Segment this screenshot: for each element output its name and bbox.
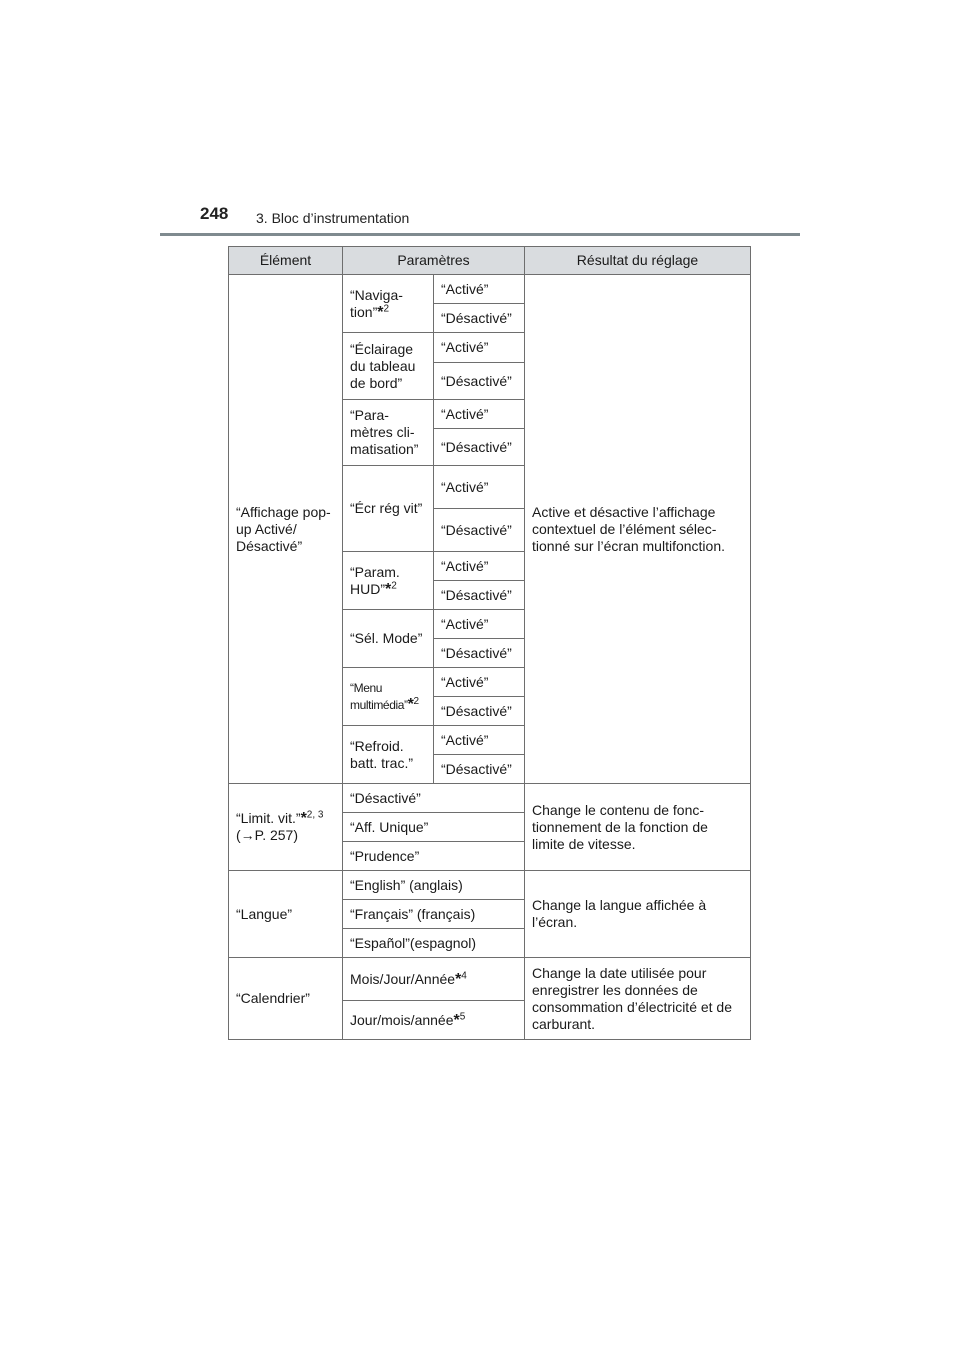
group-label-climate: “Para-mètres cli-matisation”: [343, 400, 434, 466]
option-on: “Activé”: [434, 552, 525, 581]
group-label-hud: “Param. HUD”*$^2$: [343, 552, 434, 610]
option-on: “Activé”: [434, 400, 525, 429]
option-off: “Désactivé”: [434, 363, 525, 400]
option-on: “Activé”: [434, 333, 525, 363]
page-number: 248: [200, 204, 229, 223]
option-on: “Activé”: [434, 275, 525, 304]
option-on: “Activé”: [434, 610, 525, 639]
option-on: “Activé”: [434, 466, 525, 509]
popup-element-cell: “Affichage pop-up Activé/ Désactivé”: [229, 275, 343, 784]
option-on: “Activé”: [434, 726, 525, 755]
group-label-speed-screen: “Écr rég vit”: [343, 466, 434, 552]
option-off: “Désactivé”: [434, 429, 525, 466]
table-row: [229, 958, 751, 1001]
column-header-parameters: Paramètres: [343, 247, 525, 275]
table-row: [229, 871, 751, 900]
group-label-navigation: “Naviga-tion”*$^2$: [343, 275, 434, 333]
option: “Español”(espagnol): [343, 929, 525, 958]
page-header: [0, 204, 960, 238]
table-header-row: [229, 247, 751, 275]
option-off: “Désactivé”: [434, 755, 525, 784]
language-result-cell: Change la langue affichée à l’écran.: [525, 871, 751, 958]
section-title: 3. Bloc d’instrumentation: [256, 210, 410, 226]
option-off: “Désactivé”: [434, 697, 525, 726]
option: “English” (anglais): [343, 871, 525, 900]
calendar-result-cell: Change la date utilisée pour enregistrer les données de consommation d’électricité et de carburant.: [525, 958, 751, 1040]
option: “Prudence”: [343, 842, 525, 871]
speed-limit-element-cell: “Limit. vit.”*$^{2, 3}$ (→P. 257): [229, 784, 343, 871]
header-rule: [160, 233, 800, 236]
option: “Désactivé”: [343, 784, 525, 813]
language-element-cell: “Langue”: [229, 871, 343, 958]
option-off: “Désactivé”: [434, 639, 525, 668]
option: Jour/mois/année*$^5$: [343, 1001, 525, 1040]
speed-limit-result-cell: Change le contenu de fonc-tionnement de la fonction de limite de vitesse.: [525, 784, 751, 871]
table-row: [229, 784, 751, 813]
option: “Français” (français): [343, 900, 525, 929]
popup-result-cell: Active et désactive l’affichage contextuel de l’élément sélec-tionné sur l’écran multifonction.: [525, 275, 751, 784]
column-header-element: Élément: [229, 247, 343, 275]
option-on: “Activé”: [434, 668, 525, 697]
group-label-mode: “Sél. Mode”: [343, 610, 434, 668]
group-label-battery-cooling: “Refroid. batt. trac.”: [343, 726, 434, 784]
group-label-multimedia: “Menu multimédia”*$^2$: [343, 668, 434, 726]
settings-table: [228, 246, 751, 1040]
option: “Aff. Unique”: [343, 813, 525, 842]
table-row: [229, 275, 751, 304]
option-off: “Désactivé”: [434, 509, 525, 552]
column-header-result: Résultat du réglage: [525, 247, 751, 275]
option-off: “Désactivé”: [434, 304, 525, 333]
option-off: “Désactivé”: [434, 581, 525, 610]
option: Mois/Jour/Année*$^4$: [343, 958, 525, 1001]
calendar-element-cell: “Calendrier”: [229, 958, 343, 1040]
group-label-lighting: “Éclairage du tableau de bord”: [343, 333, 434, 400]
